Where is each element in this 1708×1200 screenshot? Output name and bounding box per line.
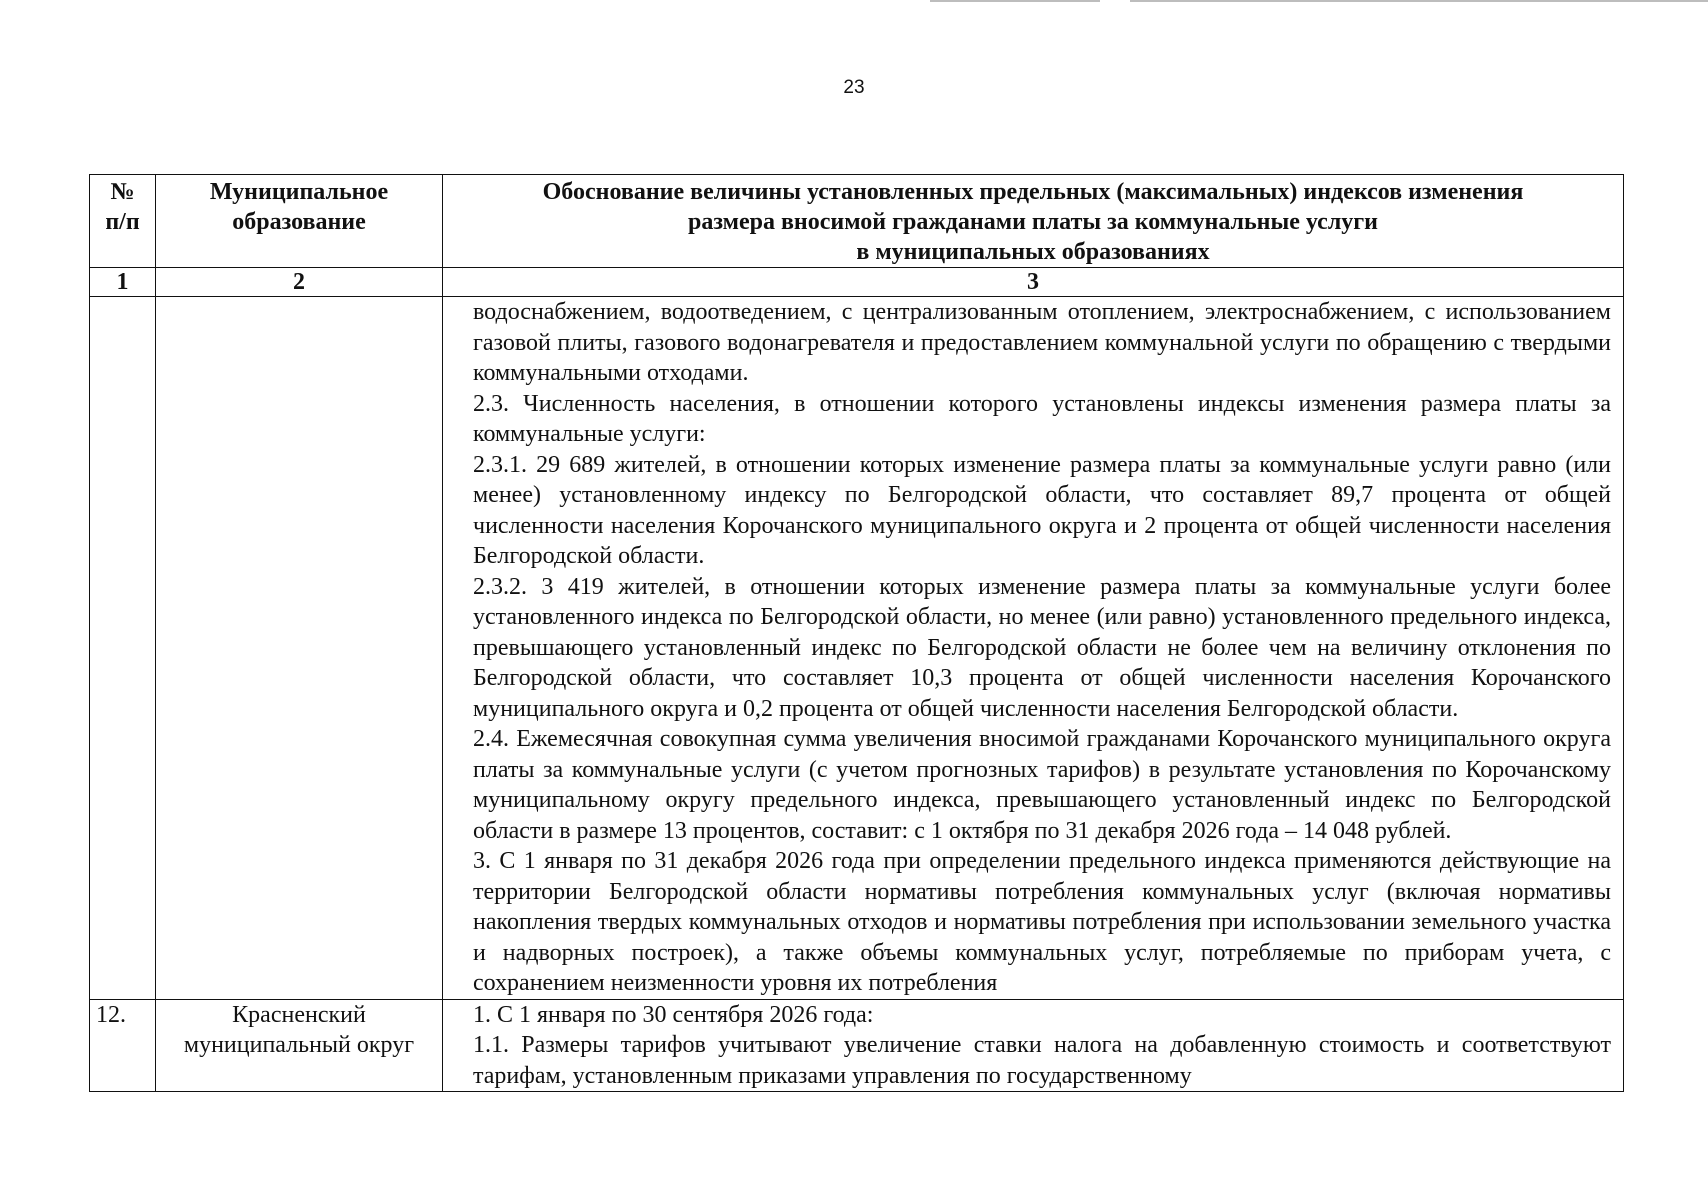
header-line: Обоснование величины установленных предельных (максимальных) индексов изменения	[542, 179, 1524, 205]
justification-paragraph: водоснабжением, водоотведением, с централизованным отоплением, электроснабжением, с использованием газовой плиты, газового водонагревателя и предоставлением коммунальной услуги по обращению с твердыми коммунальными отходами.	[473, 299, 1611, 386]
column-numbers-row	[90, 268, 1624, 297]
header-line: в муниципальных образованиях	[856, 239, 1210, 265]
row-justification	[443, 999, 1624, 1092]
column-number: 3	[443, 268, 1624, 297]
header-line: Муниципальное	[209, 179, 389, 205]
table-row	[90, 999, 1624, 1092]
table-row	[90, 297, 1624, 1000]
row-justification	[443, 297, 1624, 1000]
table-header-row	[90, 175, 1624, 268]
header-municipality	[156, 175, 443, 268]
header-line: размера вносимой гражданами платы за коммунальные услуги	[687, 209, 1379, 235]
justification-table	[89, 174, 1624, 1092]
page-number: 23	[843, 77, 865, 98]
justification-paragraph: 1.1. Размеры тарифов учитывают увеличение ставки налога на добавленную стоимость и соответствуют тарифам, установленным приказами управления по государственному	[473, 1032, 1611, 1089]
scan-edge-line	[930, 0, 1100, 2]
justification-paragraph: 1. С 1 января по 30 сентября 2026 года:	[473, 1001, 874, 1028]
justification-paragraph: 2.3.1. 29 689 жителей, в отношении которых изменение размера платы за коммунальные услуги равно (или менее) установленному индексу по Белгородской области, что составляет 89,7 процента от общей численности населения Корочанского муниципального округа и 2 процента от общей численности населения Белгородской области.	[473, 451, 1611, 569]
column-number: 1	[90, 268, 156, 297]
column-number: 2	[156, 268, 443, 297]
row-municipality	[156, 297, 443, 1000]
justification-paragraph: 2.4. Ежемесячная совокупная сумма увеличения вносимой гражданами Корочанского муниципального округа платы за коммунальные услуги (с учетом прогнозных тарифов) в результате установления по Корочанскому муниципальному округу предельного индекса, превышающего установленный индекс по Белгородской области в размере 13 процентов, составит: с 1 октября по 31 декабря 2026 года – 14 048 рублей.	[473, 726, 1611, 844]
municipality-line: Красненский	[232, 1001, 366, 1028]
header-line: №	[110, 179, 135, 205]
scan-edge-line	[1130, 0, 1708, 2]
header-justification	[443, 175, 1624, 268]
header-line: п/п	[105, 209, 140, 235]
header-number	[90, 175, 156, 268]
row-number	[90, 297, 156, 1000]
municipality-line: муниципальный округ	[183, 1032, 415, 1058]
header-line: образование	[232, 209, 366, 235]
justification-paragraph: 3. С 1 января по 31 декабря 2026 года при определении предельного индекса применяются действующие на территории Белгородской области нормативы потребления коммунальных услуг (включая нормативы накопления твердых коммунальных отходов и нормативы потребления при использовании земельного участка и надворных построек), а также объемы коммунальных услуг, потребляемые по приборам учета, с сохранением неизменности уровня их потребления	[473, 848, 1611, 996]
row-municipality	[156, 999, 443, 1092]
justification-paragraph: 2.3. Численность населения, в отношении которого установлены индексы изменения размера платы за коммунальные услуги:	[473, 390, 1611, 447]
row-number: 12.	[90, 999, 156, 1092]
justification-paragraph: 2.3.2. 3 419 жителей, в отношении которых изменение размера платы за коммунальные услуги более установленного индекса по Белгородской области, но менее (или равно) установленного предельного индекса, превышающего установленный индекс по Белгородской области не более чем на величину отклонения по Белгородской области, что составляет 10,3 процента от общей численности населения Корочанского муниципального округа и 0,2 процента от общей численности населения Белгородской области.	[473, 573, 1611, 722]
